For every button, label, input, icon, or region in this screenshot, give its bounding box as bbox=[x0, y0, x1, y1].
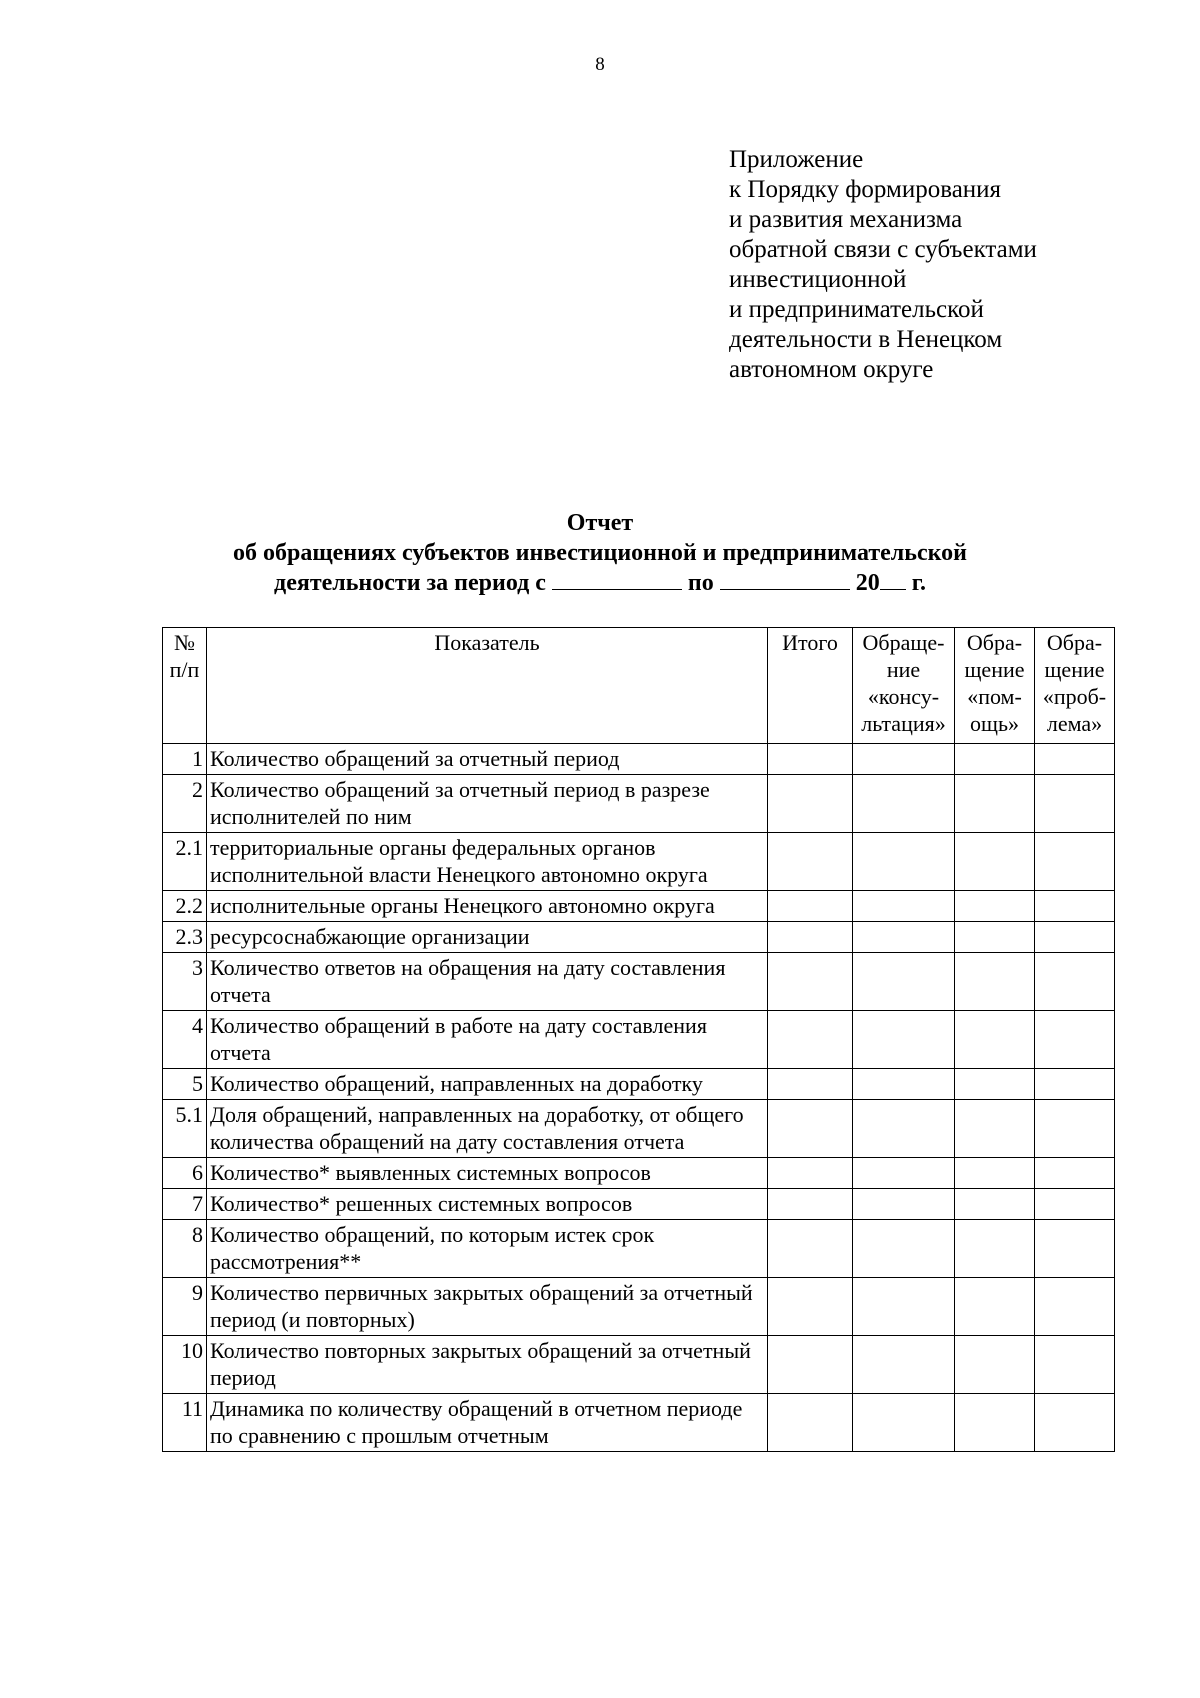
row-indicator: исполнительные органы Ненецкого автономно округа bbox=[207, 891, 768, 922]
cell-consultation bbox=[853, 922, 955, 953]
row-num: 6 bbox=[163, 1158, 207, 1189]
row-indicator: ресурсоснабжающие организации bbox=[207, 922, 768, 953]
cell-problem bbox=[1035, 775, 1115, 833]
table-row bbox=[163, 1011, 1115, 1069]
appendix-line: автономном округе bbox=[729, 356, 934, 383]
row-indicator: Доля обращений, направленных на доработку, от общего количества обращений на дату составления отчета bbox=[207, 1100, 768, 1158]
table-row bbox=[163, 1336, 1115, 1394]
cell-help bbox=[955, 1278, 1035, 1336]
table-row bbox=[163, 833, 1115, 891]
appendix-header bbox=[729, 145, 1037, 385]
cell-help bbox=[955, 1336, 1035, 1394]
appendix-line: инвестиционной bbox=[729, 266, 907, 293]
row-num: 11 bbox=[163, 1394, 207, 1452]
row-indicator: территориальные органы федеральных органов исполнительной власти Ненецкого автономно округа bbox=[207, 833, 768, 891]
cell-problem bbox=[1035, 1278, 1115, 1336]
row-indicator: Количество обращений, направленных на доработку bbox=[207, 1069, 768, 1100]
cell-problem bbox=[1035, 922, 1115, 953]
header-consultation: Обраще- ние «консу- льтация» bbox=[853, 628, 955, 744]
cell-help bbox=[955, 891, 1035, 922]
row-indicator: Количество обращений в работе на дату составления отчета bbox=[207, 1011, 768, 1069]
cell-total bbox=[768, 1336, 853, 1394]
row-indicator: Количество обращений, по которым истек срок рассмотрения** bbox=[207, 1220, 768, 1278]
header-num: № п/п bbox=[163, 628, 207, 744]
cell-consultation bbox=[853, 891, 955, 922]
header-total: Итого bbox=[768, 628, 853, 744]
cell-problem bbox=[1035, 1069, 1115, 1100]
table-header-row bbox=[163, 628, 1115, 744]
table-body bbox=[163, 744, 1115, 1452]
period-suffix: г. bbox=[911, 570, 926, 596]
cell-help bbox=[955, 922, 1035, 953]
table-row bbox=[163, 1100, 1115, 1158]
table-row bbox=[163, 1220, 1115, 1278]
cell-help bbox=[955, 1100, 1035, 1158]
row-num: 5.1 bbox=[163, 1100, 207, 1158]
row-num: 10 bbox=[163, 1336, 207, 1394]
cell-total bbox=[768, 775, 853, 833]
cell-problem bbox=[1035, 1158, 1115, 1189]
cell-help bbox=[955, 1189, 1035, 1220]
period-start-blank bbox=[552, 568, 682, 590]
cell-total bbox=[768, 1069, 853, 1100]
cell-consultation bbox=[853, 1189, 955, 1220]
row-num: 7 bbox=[163, 1189, 207, 1220]
row-indicator: Количество первичных закрытых обращений за отчетный период (и повторных) bbox=[207, 1278, 768, 1336]
header-problem: Обра- щение «проб- лема» bbox=[1035, 628, 1115, 744]
cell-consultation bbox=[853, 744, 955, 775]
cell-problem bbox=[1035, 1100, 1115, 1158]
appendix-line: и развития механизма bbox=[729, 206, 963, 233]
cell-help bbox=[955, 744, 1035, 775]
row-num: 2 bbox=[163, 775, 207, 833]
cell-consultation bbox=[853, 1158, 955, 1189]
row-num: 2.3 bbox=[163, 922, 207, 953]
row-indicator: Количество повторных закрытых обращений за отчетный период bbox=[207, 1336, 768, 1394]
table-row bbox=[163, 744, 1115, 775]
table-row bbox=[163, 953, 1115, 1011]
report-title-line1: Отчет bbox=[566, 510, 634, 536]
cell-problem bbox=[1035, 1394, 1115, 1452]
cell-total bbox=[768, 1394, 853, 1452]
row-num: 1 bbox=[163, 744, 207, 775]
row-indicator: Количество* решенных системных вопросов bbox=[207, 1189, 768, 1220]
row-num: 2.1 bbox=[163, 833, 207, 891]
appendix-line: Приложение bbox=[729, 146, 864, 173]
cell-total bbox=[768, 1278, 853, 1336]
header-indicator: Показатель bbox=[207, 628, 768, 744]
cell-problem bbox=[1035, 891, 1115, 922]
cell-total bbox=[768, 1011, 853, 1069]
year-blank bbox=[880, 568, 906, 590]
cell-total bbox=[768, 744, 853, 775]
cell-help bbox=[955, 953, 1035, 1011]
appendix-line: к Порядку формирования bbox=[729, 176, 1002, 203]
period-prefix: деятельности за период с bbox=[274, 570, 546, 596]
row-indicator: Количество обращений за отчетный период в разрезе исполнителей по ним bbox=[207, 775, 768, 833]
row-num: 2.2 bbox=[163, 891, 207, 922]
row-indicator: Количество ответов на обращения на дату составления отчета bbox=[207, 953, 768, 1011]
cell-consultation bbox=[853, 1011, 955, 1069]
period-end-blank bbox=[720, 568, 850, 590]
row-num: 9 bbox=[163, 1278, 207, 1336]
cell-total bbox=[768, 922, 853, 953]
cell-total bbox=[768, 833, 853, 891]
row-indicator: Количество* выявленных системных вопросов bbox=[207, 1158, 768, 1189]
cell-consultation bbox=[853, 1336, 955, 1394]
cell-consultation bbox=[853, 1278, 955, 1336]
cell-help bbox=[955, 833, 1035, 891]
appendix-line: обратной связи с субъектами bbox=[729, 236, 1037, 263]
cell-consultation bbox=[853, 1100, 955, 1158]
cell-problem bbox=[1035, 1189, 1115, 1220]
report-title-line2: об обращениях субъектов инвестиционной и предпринимательской bbox=[233, 540, 967, 566]
cell-total bbox=[768, 1100, 853, 1158]
cell-help bbox=[955, 775, 1035, 833]
cell-total bbox=[768, 1220, 853, 1278]
header-help: Обра- щение «пом- ощь» bbox=[955, 628, 1035, 744]
report-title-line3 bbox=[0, 568, 1200, 598]
cell-consultation bbox=[853, 775, 955, 833]
cell-problem bbox=[1035, 1011, 1115, 1069]
cell-consultation bbox=[853, 833, 955, 891]
period-year: 20 bbox=[855, 570, 880, 596]
table-row bbox=[163, 1394, 1115, 1452]
row-num: 4 bbox=[163, 1011, 207, 1069]
cell-problem bbox=[1035, 1220, 1115, 1278]
row-num: 3 bbox=[163, 953, 207, 1011]
cell-total bbox=[768, 891, 853, 922]
table-row bbox=[163, 775, 1115, 833]
cell-problem bbox=[1035, 1336, 1115, 1394]
table-row bbox=[163, 1069, 1115, 1100]
report-title bbox=[0, 508, 1200, 598]
cell-problem bbox=[1035, 953, 1115, 1011]
cell-total bbox=[768, 953, 853, 1011]
cell-total bbox=[768, 1158, 853, 1189]
appendix-line: деятельности в Ненецком bbox=[729, 326, 1003, 353]
cell-total bbox=[768, 1189, 853, 1220]
cell-consultation bbox=[853, 1394, 955, 1452]
page-number: 8 bbox=[595, 54, 605, 75]
cell-help bbox=[955, 1394, 1035, 1452]
table-row bbox=[163, 1158, 1115, 1189]
table-row bbox=[163, 1278, 1115, 1336]
cell-help bbox=[955, 1158, 1035, 1189]
cell-consultation bbox=[853, 953, 955, 1011]
appendix-line: и предпринимательской bbox=[729, 296, 984, 323]
cell-problem bbox=[1035, 833, 1115, 891]
row-num: 5 bbox=[163, 1069, 207, 1100]
cell-help bbox=[955, 1220, 1035, 1278]
row-num: 8 bbox=[163, 1220, 207, 1278]
cell-help bbox=[955, 1011, 1035, 1069]
table-row bbox=[163, 891, 1115, 922]
table-row bbox=[163, 1189, 1115, 1220]
row-indicator: Количество обращений за отчетный период bbox=[207, 744, 768, 775]
period-mid: по bbox=[687, 570, 714, 596]
cell-help bbox=[955, 1069, 1035, 1100]
table-row bbox=[163, 922, 1115, 953]
cell-problem bbox=[1035, 744, 1115, 775]
cell-consultation bbox=[853, 1069, 955, 1100]
report-table bbox=[162, 627, 1115, 1452]
cell-consultation bbox=[853, 1220, 955, 1278]
row-indicator: Динамика по количеству обращений в отчетном периоде по сравнению с прошлым отчетным bbox=[207, 1394, 768, 1452]
